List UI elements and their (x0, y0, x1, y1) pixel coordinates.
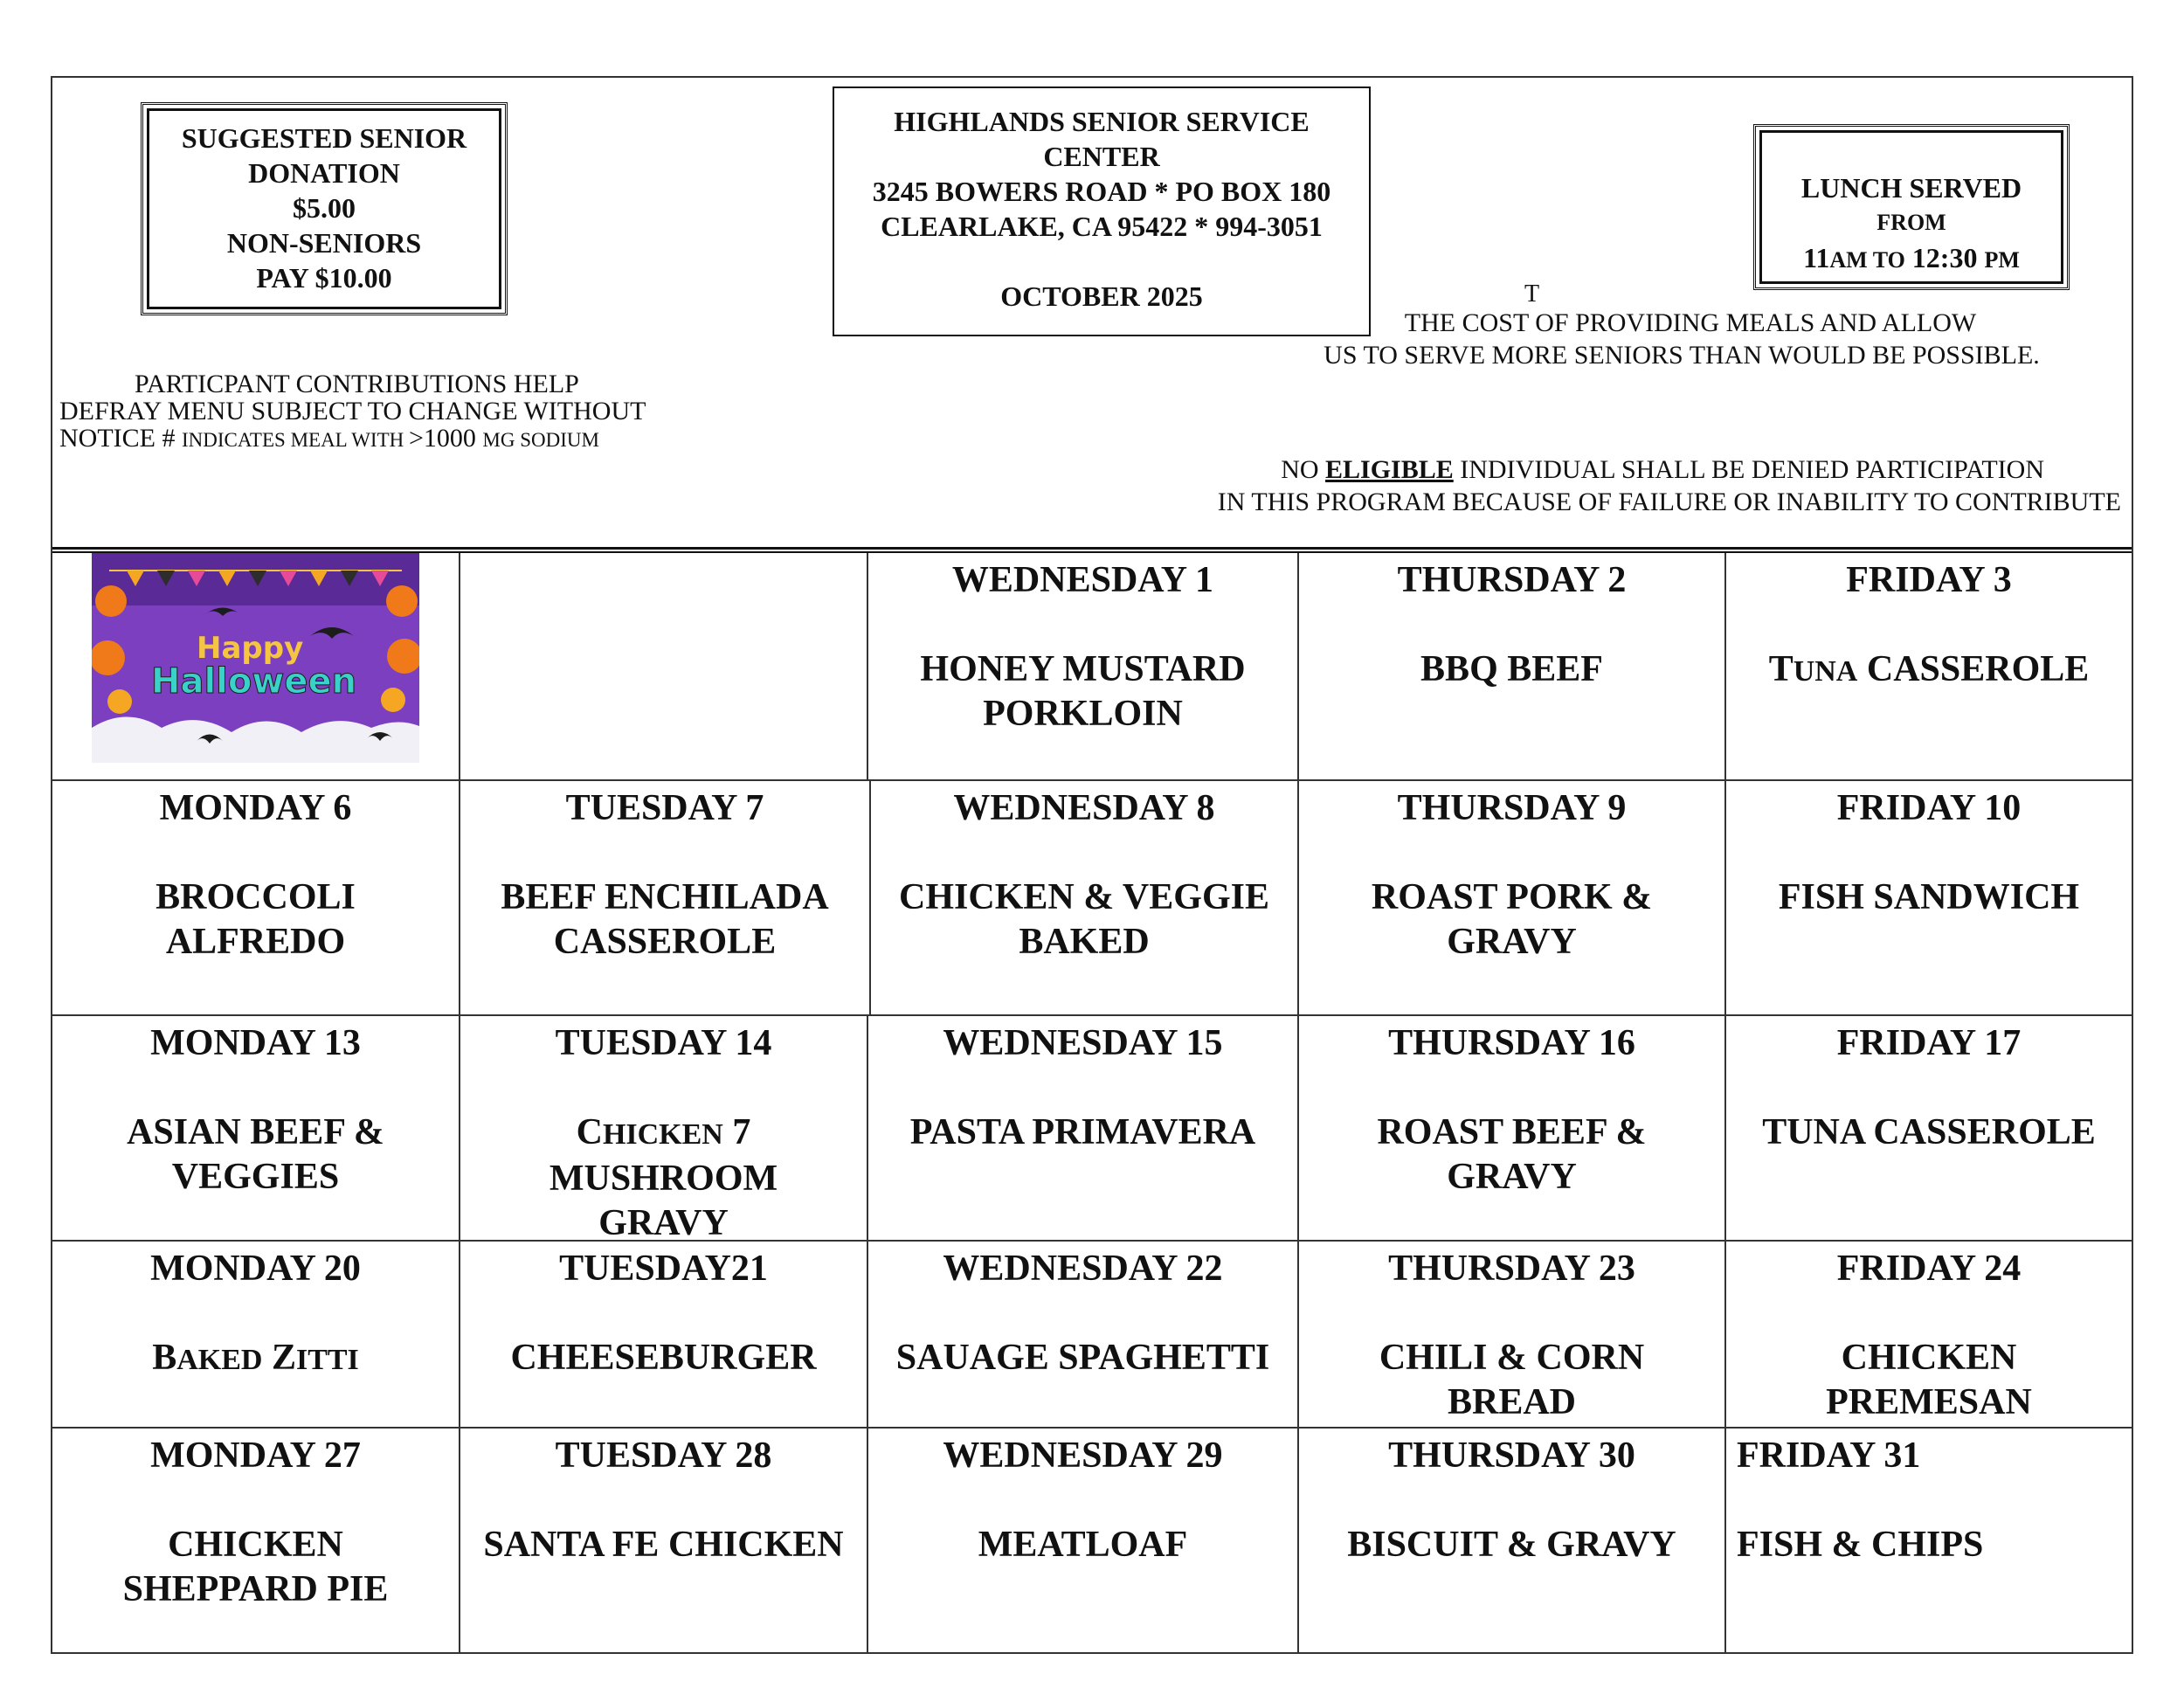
meal-name: CHICKEN (1841, 1338, 2017, 1378)
calendar-cell-fri-3 (1726, 553, 2132, 781)
meal-name: BAKED (1019, 922, 1150, 962)
calendar-cell-mon-6 (52, 781, 460, 1016)
meal-name: SAUAGE SPAGHETTI (895, 1338, 1270, 1378)
day-label: WEDNESDAY 29 (943, 1435, 1223, 1476)
cost-note (1245, 307, 2118, 371)
calendar-cell-thu-23 (1299, 1242, 1726, 1429)
sodium-note: NOTICE # INDICATES MEAL WITH >1000 MG SODIUM (59, 424, 599, 453)
meal-name: MUSHROOM (549, 1159, 778, 1199)
day-label: THURSDAY 30 (1388, 1435, 1635, 1476)
meal-name: CHICKEN & VEGGIE (899, 877, 1269, 917)
donation-line: NON-SENIORS (226, 227, 422, 259)
lunch-hours-box (1753, 124, 2070, 290)
meal-name: BAKED ZITTI (152, 1338, 359, 1378)
svg-text:Halloween: Halloween (151, 661, 357, 702)
meal-name: ASIAN BEEF & (127, 1112, 384, 1152)
lunch-from: FROM (1876, 210, 1946, 235)
day-label: TUESDAY21 (559, 1249, 768, 1289)
meal-name: BREAD (1447, 1382, 1577, 1422)
center-city-phone: CLEARLAKE, CA 95422 * 994-3051 (881, 211, 1323, 242)
day-label: FRIDAY 10 (1836, 788, 2022, 828)
cost-note-line: THE COST OF PROVIDING MEALS AND ALLOW (1404, 308, 1977, 337)
calendar-cell-mon-20 (52, 1242, 460, 1429)
cost-note-line: US TO SERVE MORE SENIORS THAN WOULD BE POSSIBLE. (1324, 341, 2040, 370)
calendar-cell-thu-2 (1299, 553, 1726, 781)
calendar-cell-tue-28 (460, 1429, 868, 1652)
center-name: CENTER (1043, 141, 1160, 172)
halloween-banner-image (92, 553, 419, 763)
lunch-time: 11AM TO 12:30 PM (1803, 242, 2020, 273)
calendar-cell-wed-22 (868, 1242, 1299, 1429)
calendar-cell-wed-15 (868, 1016, 1299, 1242)
menu-frame (51, 76, 2133, 1654)
calendar-cell-empty (460, 553, 868, 781)
meal-name: ROAST BEEF & (1377, 1112, 1647, 1152)
day-label: THURSDAY 2 (1397, 560, 1627, 600)
meal-name: BISCUIT & GRAVY (1347, 1525, 1676, 1565)
meal-name: HONEY MUSTARD (920, 649, 1246, 689)
participant-note (59, 370, 723, 453)
day-label: TUESDAY 7 (565, 788, 764, 828)
meal-name: PORKLOIN (983, 694, 1183, 734)
meal-name: PREMESAN (1826, 1382, 2032, 1422)
day-label: TUESDAY 28 (555, 1435, 772, 1476)
meal-name: BBQ BEEF (1420, 649, 1603, 689)
day-label: FRIDAY 24 (1836, 1249, 2022, 1289)
calendar-cell-thu-16 (1299, 1016, 1726, 1242)
calendar-cell-fri-10 (1726, 781, 2132, 1016)
calendar-cell-tue-7 (460, 781, 871, 1016)
meal-name: TUNA CASSEROLE (1768, 649, 2090, 689)
calendar-cell-fri-24 (1726, 1242, 2132, 1429)
meal-name: SHEPPARD PIE (122, 1569, 389, 1609)
eligibility-note (1073, 453, 2121, 518)
day-label: FRIDAY 17 (1836, 1023, 2022, 1063)
calendar-cell-tue-14 (460, 1016, 868, 1242)
calendar-cell-wed-1 (868, 553, 1299, 781)
meal-name: MEATLOAF (978, 1525, 1188, 1565)
calendar-cell-thu-9 (1299, 781, 1726, 1016)
day-label: MONDAY 13 (150, 1023, 361, 1063)
day-label: WEDNESDAY 1 (951, 560, 1214, 600)
meal-name: CHILI & CORN (1379, 1338, 1645, 1378)
lunch-title: LUNCH SERVED (1800, 172, 2022, 204)
day-label: WEDNESDAY 15 (943, 1023, 1223, 1063)
day-label: MONDAY 6 (159, 788, 352, 828)
participant-note-line: PARTICPANT CONTRIBUTIONS HELP (135, 370, 579, 398)
calendar-cell-wed-29 (868, 1429, 1299, 1652)
meal-name: TUNA CASSEROLE (1762, 1112, 2096, 1152)
menu-calendar (52, 553, 2132, 1652)
day-label: MONDAY 27 (150, 1435, 361, 1476)
eligibility-line: NO ELIGIBLE INDIVIDUAL SHALL BE DENIED PARTICIPATION (1281, 455, 2044, 484)
calendar-cell-thu-30 (1299, 1429, 1726, 1652)
menu-month: OCTOBER 2025 (1000, 280, 1203, 312)
day-label: FRIDAY 3 (1846, 560, 2012, 600)
calendar-cell-tue-21 (460, 1242, 868, 1429)
stray-letter: T (1524, 280, 1540, 308)
donation-amount: $5.00 (293, 192, 356, 224)
donation-box (141, 102, 508, 315)
center-name: HIGHLANDS SENIOR SERVICE (894, 106, 1310, 137)
calendar-cell-wed-8 (871, 781, 1299, 1016)
center-address: 3245 BOWERS ROAD * PO BOX 180 (872, 176, 1331, 207)
meal-name: CHICKEN 7 (576, 1112, 751, 1152)
meal-name: GRAVY (1447, 1157, 1577, 1197)
meal-name: FISH SANDWICH (1778, 877, 2080, 917)
meal-name: VEGGIES (171, 1157, 340, 1197)
day-label: FRIDAY 31 (1737, 1435, 1921, 1476)
calendar-cell-mon-27 (52, 1429, 460, 1652)
day-label: MONDAY 20 (150, 1249, 361, 1289)
meal-name: ROAST PORK & (1371, 877, 1653, 917)
meal-name: SANTA FE CHICKEN (483, 1525, 844, 1565)
calendar-cell-mon-13 (52, 1016, 460, 1242)
non-senior-amount: PAY $10.00 (256, 262, 392, 294)
center-info-box (833, 86, 1371, 336)
meal-name: GRAVY (1447, 922, 1577, 962)
participant-note-line: DEFRAY MENU SUBJECT TO CHANGE WITHOUT (59, 397, 646, 425)
meal-name: PASTA PRIMAVERA (909, 1112, 1256, 1152)
donation-line: SUGGESTED SENIOR (181, 122, 467, 154)
day-label: WEDNESDAY 8 (953, 788, 1215, 828)
meal-name: BROCCOLI (156, 877, 356, 917)
calendar-cell-fri-17 (1726, 1016, 2132, 1242)
calendar-cell-banner (52, 553, 460, 781)
meal-name: GRAVY (598, 1203, 729, 1243)
eligibility-line: IN THIS PROGRAM BECAUSE OF FAILURE OR INABILITY TO CONTRIBUTE (1217, 488, 2121, 516)
meal-name: CHICKEN (168, 1525, 343, 1565)
calendar-cell-fri-31 (1726, 1429, 2132, 1652)
day-label: THURSDAY 23 (1388, 1249, 1635, 1289)
donation-line: DONATION (248, 157, 400, 189)
meal-name: CHEESEBURGER (510, 1338, 817, 1378)
menu-header (52, 78, 2132, 547)
meal-name: ALFREDO (165, 922, 346, 962)
day-label: WEDNESDAY 22 (943, 1249, 1223, 1289)
meal-name: CASSEROLE (553, 922, 777, 962)
day-label: THURSDAY 9 (1397, 788, 1627, 828)
svg-text:Happy: Happy (197, 631, 304, 666)
day-label: TUESDAY 14 (555, 1023, 772, 1063)
day-label: THURSDAY 16 (1388, 1023, 1635, 1063)
header-divider (52, 547, 2132, 553)
meal-name: BEEF ENCHILADA (501, 877, 829, 917)
meal-name: FISH & CHIPS (1737, 1525, 1984, 1565)
